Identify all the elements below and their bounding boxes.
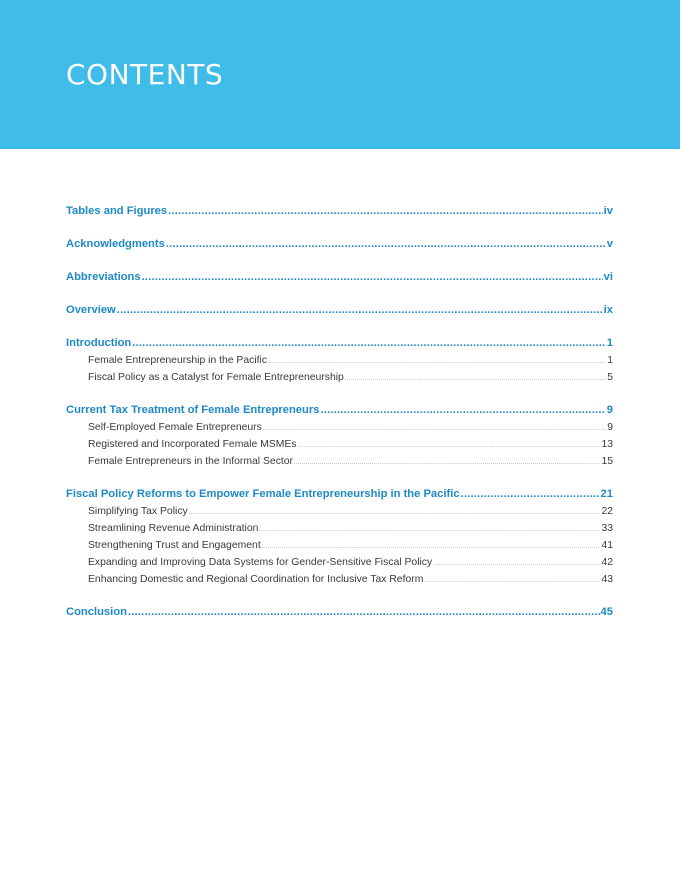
toc-entry-conclusion[interactable] xyxy=(66,604,613,621)
dot-leader xyxy=(345,371,606,388)
dot-leader xyxy=(142,269,603,286)
dot-leader xyxy=(461,486,600,503)
toc-entry-page: 1 xyxy=(606,337,613,349)
toc-subentry-page: 43 xyxy=(601,574,613,585)
toc-entry-label: Abbreviations xyxy=(66,271,141,283)
toc-entry-acknowledgments[interactable] xyxy=(66,236,613,253)
toc-subentry-registered-msmes[interactable] xyxy=(66,436,613,453)
toc-subentry-label: Enhancing Domestic and Regional Coordination for Inclusive Tax Reform xyxy=(88,574,424,585)
toc-subentry-label: Fiscal Policy as a Catalyst for Female Entrepreneurship xyxy=(88,372,344,383)
toc-subentry-page: 42 xyxy=(601,557,613,568)
toc-subentry-coordination[interactable] xyxy=(66,571,613,588)
dot-leader xyxy=(424,573,600,590)
dot-leader xyxy=(166,236,606,253)
toc-subentry-label: Female Entrepreneurs in the Informal Sector xyxy=(88,456,294,467)
dot-leader xyxy=(128,604,600,621)
toc-entry-abbreviations[interactable] xyxy=(66,269,613,286)
toc-entry-fiscal-policy-reforms[interactable] xyxy=(66,486,613,503)
toc-subentry-page: 5 xyxy=(607,372,613,383)
toc-entry-label: Acknowledgments xyxy=(66,238,165,250)
toc-entry-page: vi xyxy=(603,271,613,283)
toc-entry-overview[interactable] xyxy=(66,302,613,319)
toc-subentry-page: 13 xyxy=(601,439,613,450)
dot-leader xyxy=(320,402,605,419)
toc-subentry-fiscal-policy-catalyst[interactable] xyxy=(66,369,613,386)
header-banner xyxy=(0,0,680,149)
toc-entry-page: iv xyxy=(603,205,613,217)
dot-leader xyxy=(259,522,600,539)
toc-entry-tables-and-figures[interactable] xyxy=(66,203,613,220)
dot-leader xyxy=(168,203,603,220)
toc-subentry-label: Simplifying Tax Policy xyxy=(88,506,188,517)
dot-leader xyxy=(117,302,603,319)
toc-entry-label: Current Tax Treatment of Female Entrepreneurs xyxy=(66,404,320,416)
toc-entry-page: v xyxy=(606,238,613,250)
dot-leader xyxy=(298,438,601,455)
toc-subentry-label: Strengthening Trust and Engagement xyxy=(88,540,261,551)
toc-subentry-page: 1 xyxy=(607,355,613,366)
toc-entry-page: 45 xyxy=(600,606,613,618)
toc-subentry-streamlining-revenue[interactable] xyxy=(66,520,613,537)
toc-entry-label: Tables and Figures xyxy=(66,205,168,217)
toc-entry-label: Fiscal Policy Reforms to Empower Female Entrepreneurship in the Pacific xyxy=(66,488,460,500)
dot-leader xyxy=(132,335,606,352)
toc-entry-page: 21 xyxy=(600,488,613,500)
toc-subentry-page: 9 xyxy=(607,422,613,433)
toc-subentry-data-systems[interactable] xyxy=(66,554,613,571)
toc-subentry-page: 33 xyxy=(601,523,613,534)
dot-leader xyxy=(433,556,600,573)
toc-subentry-label: Registered and Incorporated Female MSMEs xyxy=(88,439,297,450)
toc-subentry-strengthening-trust[interactable] xyxy=(66,537,613,554)
page-title: CONTENTS xyxy=(66,58,224,91)
table-of-contents xyxy=(66,203,613,621)
toc-subentry-label: Female Entrepreneurship in the Pacific xyxy=(88,355,268,366)
toc-subentry-page: 15 xyxy=(601,456,613,467)
toc-subentry-label: Streamlining Revenue Administration xyxy=(88,523,259,534)
toc-subentry-label: Self-Employed Female Entrepreneurs xyxy=(88,422,262,433)
toc-subentry-informal-sector[interactable] xyxy=(66,453,613,470)
toc-entry-label: Overview xyxy=(66,304,116,316)
toc-entry-page: 9 xyxy=(606,404,613,416)
toc-subentry-page: 22 xyxy=(601,506,613,517)
toc-entry-current-tax-treatment[interactable] xyxy=(66,402,613,419)
toc-entry-label: Conclusion xyxy=(66,606,127,618)
toc-entry-introduction[interactable] xyxy=(66,335,613,352)
toc-subentry-label: Expanding and Improving Data Systems for Gender-Sensitive Fiscal Policy xyxy=(88,557,433,568)
dot-leader xyxy=(263,421,606,438)
toc-entry-label: Introduction xyxy=(66,337,132,349)
dot-leader xyxy=(294,455,600,472)
toc-subentry-female-entrepreneurship[interactable] xyxy=(66,352,613,369)
toc-subentry-self-employed[interactable] xyxy=(66,419,613,436)
toc-subentry-simplifying-tax-policy[interactable] xyxy=(66,503,613,520)
toc-entry-page: ix xyxy=(603,304,613,316)
toc-subentry-page: 41 xyxy=(601,540,613,551)
